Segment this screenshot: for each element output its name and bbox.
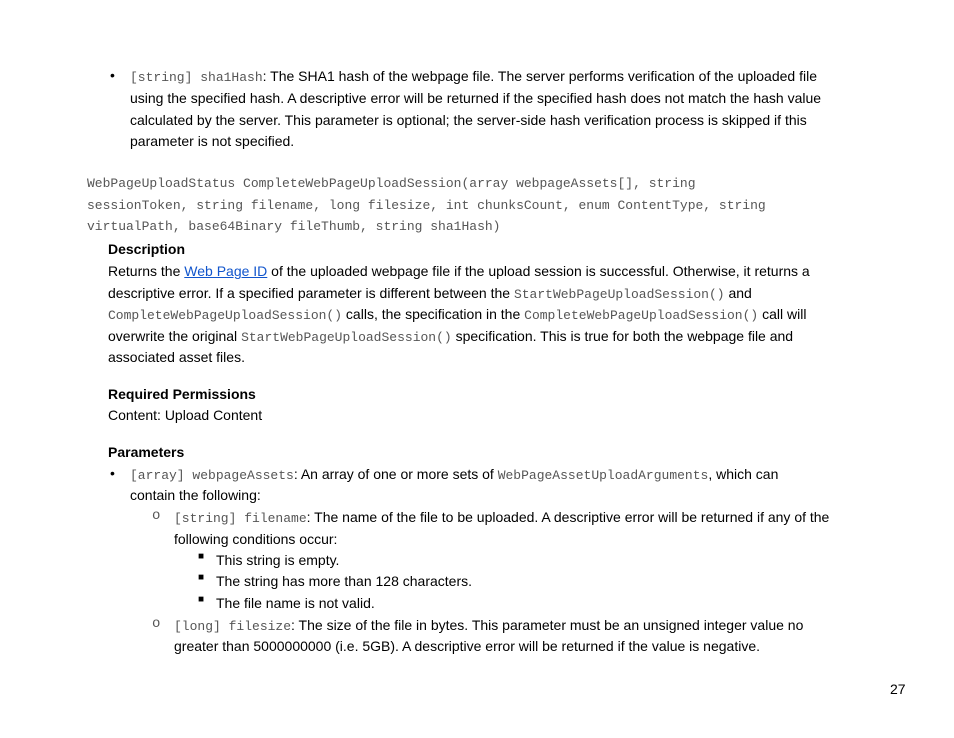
sha1-code: [string] sha1Hash — [130, 70, 263, 85]
description-heading: Description — [108, 241, 186, 257]
signature-line2: sessionToken, string filename, long filesize, int chunksCount, enum ContentType, string — [87, 198, 766, 213]
circle-bullet-icon: o — [152, 616, 161, 632]
filename-item-line1 — [174, 508, 829, 528]
description-text: call will — [758, 306, 807, 322]
description-text: of the uploaded webpage file if the upload session is successful. Otherwise, it returns a — [267, 263, 810, 279]
filename-text: : The name of the file to be uploaded. A descriptive error will be returned if any of the — [306, 509, 830, 525]
signature-line3: virtualPath, base64Binary fileThumb, string sha1Hash) — [87, 219, 501, 234]
description-text: specification. This is true for both the webpage file and — [451, 328, 794, 344]
description-text: overwrite the original — [108, 328, 242, 344]
description-line4 — [108, 327, 793, 347]
circle-bullet-icon: o — [152, 508, 161, 524]
assets-code: [array] webpageAssets — [130, 468, 294, 483]
assets-item-line1 — [130, 465, 778, 485]
filesize-item-line1 — [174, 616, 803, 636]
filesize-item-line2: greater than 5000000000 (i.e. 5GB). A descriptive error will be returned if the value is negative. — [174, 638, 761, 654]
sha1-item-line3: calculated by the server. This parameter is optional; the server-side hash verification process is skipped if this — [130, 112, 807, 128]
sha1-item-line2: using the specified hash. A descriptive error will be returned if the specified hash does not match the hash value — [130, 90, 822, 106]
assets-post: , which can — [708, 466, 779, 482]
sha1-item-line4: parameter is not specified. — [130, 133, 295, 149]
signature-line1: WebPageUploadStatus CompleteWebPageUploadSession(array webpageAssets[], string — [87, 176, 696, 191]
permissions-heading: Required Permissions — [108, 386, 256, 402]
web-page-id-link[interactable]: Web Page ID — [184, 263, 268, 279]
sha1-item-line1 — [130, 67, 817, 87]
filesize-text: : The size of the file in bytes. This parameter must be an unsigned integer value no — [291, 617, 804, 633]
description-text: descriptive error. If a specified parameter is different between the — [108, 285, 514, 301]
parameters-heading: Parameters — [108, 444, 185, 460]
description-text: Returns the — [108, 263, 185, 279]
description-line1 — [108, 262, 810, 280]
square-bullet-icon: ■ — [198, 572, 205, 583]
assets-type-code: WebPageAssetUploadArguments — [497, 468, 709, 483]
description-line2 — [108, 284, 752, 304]
description-code: StartWebPageUploadSession() — [513, 287, 725, 302]
square-bullet-icon: ■ — [198, 551, 205, 562]
description-text: and — [724, 285, 752, 301]
description-line3 — [108, 305, 806, 325]
assets-text: : An array of one or more sets of — [293, 466, 498, 482]
description-code: CompleteWebPageUploadSession() — [108, 308, 343, 323]
filesize-code: [long] filesize — [174, 619, 292, 634]
description-text: calls, the specification in the — [342, 306, 525, 322]
description-code: CompleteWebPageUploadSession() — [524, 308, 759, 323]
condition-item: This string is empty. — [216, 552, 340, 568]
filename-item-line2: following conditions occur: — [174, 531, 338, 547]
description-code: StartWebPageUploadSession() — [241, 330, 452, 345]
filename-code: [string] filename — [174, 511, 307, 526]
condition-item: The file name is not valid. — [216, 595, 375, 611]
sha1-text: : The SHA1 hash of the webpage file. The server performs verification of the uploaded file — [262, 68, 817, 84]
page-number: 27 — [890, 681, 906, 697]
description-line5: associated asset files. — [108, 349, 245, 365]
permissions-text: Content: Upload Content — [108, 407, 263, 423]
bullet-icon: • — [110, 67, 115, 83]
square-bullet-icon: ■ — [198, 594, 205, 605]
bullet-icon: • — [110, 465, 115, 481]
condition-item: The string has more than 128 characters. — [216, 573, 473, 589]
assets-item-line2: contain the following: — [130, 487, 261, 503]
